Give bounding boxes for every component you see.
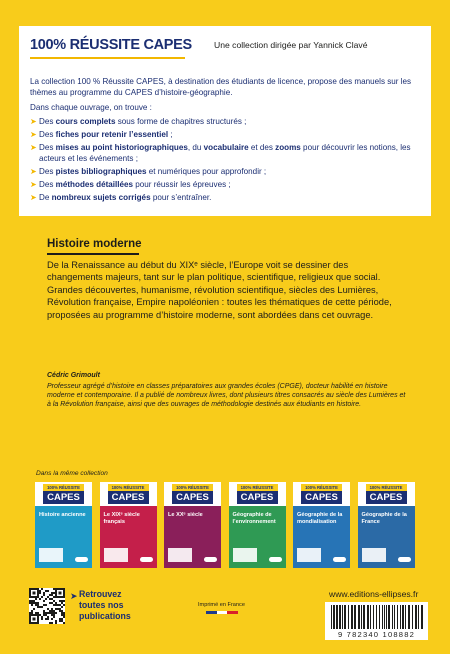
cover-title: Le XIXᵉ siècle français bbox=[103, 512, 140, 525]
arrow-bullet-icon: ➤ bbox=[30, 179, 37, 189]
qr-code-icon[interactable] bbox=[29, 588, 65, 624]
feature-item: ➤ Des cours complets sous forme de chapitres structurés ; bbox=[30, 117, 247, 126]
collection-cover[interactable] bbox=[35, 482, 92, 568]
book-title-underline bbox=[47, 253, 139, 255]
cover-foot bbox=[168, 548, 192, 562]
arrow-bullet-icon: ➤ bbox=[30, 130, 37, 140]
cover-capes: CAPES bbox=[43, 491, 84, 504]
cover-foot bbox=[104, 548, 128, 562]
isbn-digits: 9 782340 108882 bbox=[325, 630, 428, 640]
flag-stripe-red bbox=[227, 611, 238, 614]
series-director: Une collection dirigée par Yannick Clavé bbox=[214, 40, 368, 50]
cover-foot bbox=[297, 548, 321, 562]
publisher-logo-icon bbox=[140, 557, 153, 562]
cover-tag: 100% RÉUSSITE bbox=[108, 484, 149, 491]
collection-cover[interactable] bbox=[229, 482, 286, 568]
arrow-bullet-icon: ➤ bbox=[30, 192, 37, 202]
arrow-bullet-icon: ➤ bbox=[30, 143, 37, 153]
collection-lead: Dans chaque ouvrage, on trouve : bbox=[30, 103, 152, 112]
arrow-bullet-icon: ➤ bbox=[30, 117, 37, 126]
cover-capes: CAPES bbox=[301, 491, 342, 504]
feature-item: ➤ Des méthodes détaillées pour réussir les épreuves ; bbox=[30, 179, 231, 189]
series-underline bbox=[30, 57, 185, 59]
cover-tag: 100% RÉUSSITE bbox=[172, 484, 213, 491]
publisher-logo-icon bbox=[269, 557, 282, 562]
french-flag-icon bbox=[206, 611, 238, 614]
cover-tag: 100% RÉUSSITE bbox=[301, 484, 342, 491]
cover-capes: CAPES bbox=[172, 491, 213, 504]
book-title: Histoire moderne bbox=[47, 238, 142, 250]
collection-cover[interactable] bbox=[100, 482, 157, 568]
flag-stripe-blue bbox=[206, 611, 217, 614]
series-title: 100% RÉUSSITE CAPES bbox=[30, 37, 192, 53]
collection-panel bbox=[19, 26, 431, 216]
feature-item: ➤ Des pistes bibliographiques et numériques pour approfondir ; bbox=[30, 166, 267, 176]
feature-item: ➤ De nombreux sujets corrigés pour s’entraîner. bbox=[30, 192, 212, 202]
author-name: Cédric Grimoult bbox=[47, 372, 100, 379]
book-description: De la Renaissance au début du XIXᵉ siècle, l’Europe voit se dessiner des changements majeurs, tant sur le plan politique, scientifique, religieux que social. Grandes découvertes, humanisme, révolution scientifique, siècles des Lumières, Révolution française, Empire napoléonien : toutes les thématiques de cette période, proposées au programme d’histoire moderne, sont abordées dans cet ouvrage. bbox=[47, 260, 392, 320]
flag-stripe-white bbox=[217, 611, 228, 614]
collection-cover[interactable] bbox=[358, 482, 415, 568]
feature-item: ➤ Des fiches pour retenir l’essentiel ; bbox=[30, 130, 173, 140]
publisher-website[interactable]: www.editions-ellipses.fr bbox=[329, 589, 419, 599]
cover-title: Géographie de l’environnement bbox=[232, 512, 276, 525]
cover-foot bbox=[39, 548, 63, 562]
publisher-logo-icon bbox=[398, 557, 411, 562]
qr-caption: Retrouvez toutes nos publications bbox=[79, 589, 131, 621]
collection-cover[interactable] bbox=[164, 482, 221, 568]
printed-in: Imprimé en France bbox=[198, 602, 245, 608]
collection-cover[interactable] bbox=[293, 482, 350, 568]
cover-tag: 100% RÉUSSITE bbox=[366, 484, 407, 491]
arrow-bullet-icon: ➤ bbox=[30, 166, 37, 176]
cover-foot bbox=[233, 548, 257, 562]
arrow-bullet-icon: ➤ bbox=[70, 591, 78, 601]
cover-tag: 100% RÉUSSITE bbox=[237, 484, 278, 491]
collection-label: Dans la même collection bbox=[36, 470, 108, 477]
collection-covers bbox=[35, 482, 415, 570]
publisher-logo-icon bbox=[75, 557, 88, 562]
cover-tag: 100% RÉUSSITE bbox=[43, 484, 84, 491]
barcode-icon bbox=[325, 602, 428, 630]
cover-foot bbox=[362, 548, 386, 562]
cover-title: Géographie de la France bbox=[361, 512, 407, 525]
collection-intro: La collection 100 % Réussite CAPES, à destination des étudiants de licence, propose des manuels sur les thèmes au programme du CAPES d’histoire-géographie. bbox=[30, 77, 412, 97]
feature-list bbox=[30, 117, 428, 206]
publisher-logo-icon bbox=[333, 557, 346, 562]
cover-title: Le XXᵉ siècle bbox=[168, 512, 203, 518]
publisher-logo-icon bbox=[204, 557, 217, 562]
feature-item: ➤ Des mises au point historiographiques, du vocabulaire et des zooms pour découvrir les notions, les acteurs et les événements ; bbox=[30, 143, 411, 163]
cover-capes: CAPES bbox=[366, 491, 407, 504]
cover-title: Géographie de la mondialisation bbox=[297, 512, 343, 525]
cover-capes: CAPES bbox=[108, 491, 149, 504]
cover-title: Histoire ancienne bbox=[39, 512, 86, 518]
cover-capes: CAPES bbox=[237, 491, 278, 504]
author-bio: Professeur agrégé d’histoire en classes préparatoires aux grandes écoles (CPGE), docteur habilité en histoire moderne et contemporaine. Il a publié de nombreux livres, dont plusieurs titres consacrés au siècle des Lumières et à la Révolution française, ainsi que des ouvrages de méthodologie destinés aux étudiants en histoire. bbox=[47, 383, 406, 409]
